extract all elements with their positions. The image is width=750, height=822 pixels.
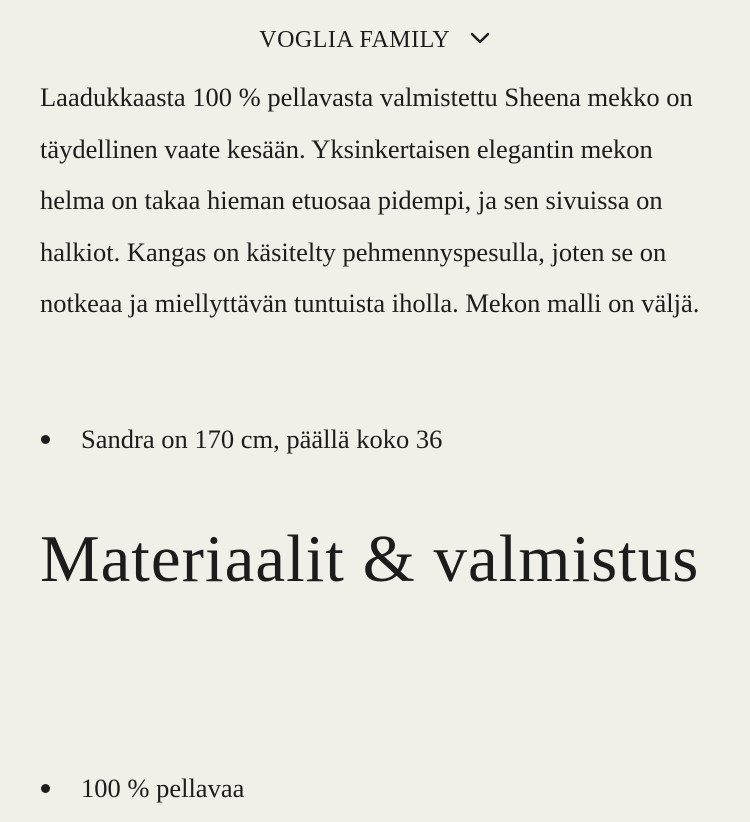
bullet-dot-icon [41, 784, 50, 793]
list-item [40, 422, 720, 456]
materials-list [40, 771, 720, 805]
list-item [40, 771, 720, 805]
list-item-text: Sandra on 170 cm, päällä koko 36 [81, 424, 443, 454]
product-description: Laadukkaasta 100 % pellavasta valmistettu Sheena mekko on täydellinen vaate kesään. Yksinkertaisen elegantin mekon helma on takaa hieman etuosaa pidempi, ja sen sivuissa on halkiot. Kangas on käsitelty pehmennyspesulla, joten se on notkeaa ja miellyttävän tuntuista iholla. Mekon malli on väljä. [40, 82, 700, 318]
brand-label: VOGLIA FAMILY [259, 27, 451, 54]
product-details-list [40, 422, 720, 456]
bullet-dot-icon [41, 435, 50, 444]
chevron-down-icon [469, 27, 491, 49]
materials-heading: Materiaalit & valmistus [40, 522, 700, 596]
brand-dropdown[interactable] [0, 22, 750, 57]
list-item-text: 100 % pellavaa [81, 773, 245, 803]
